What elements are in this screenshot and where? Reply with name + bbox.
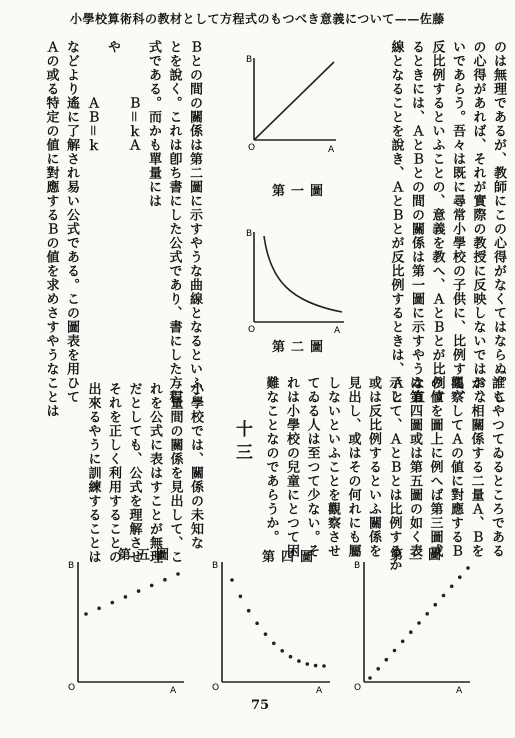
fig2-origin-label: O (248, 325, 256, 335)
fig4-y-label: B (212, 561, 219, 571)
fig3-x-label: A (456, 686, 463, 696)
scatter-dot (466, 566, 470, 570)
scatter-dot (111, 601, 115, 605)
scatter-dot (255, 622, 259, 626)
fig5-x-label: A (170, 686, 177, 696)
scatter-dot (393, 649, 397, 653)
fig4-origin-label: O (212, 683, 220, 693)
figure-1-direct-proportion (238, 44, 350, 154)
fig1-origin-label: O (248, 143, 256, 153)
fig2-x-label: A (334, 326, 341, 336)
fig5-y-label: B (68, 561, 75, 571)
figure-3-scatter (348, 556, 478, 696)
figure-5-scatter (62, 556, 192, 696)
scatter-dot (425, 612, 429, 616)
scatter-dot (458, 575, 462, 579)
fig1-caption: 第一圖 (272, 184, 330, 199)
scatter-dot (97, 607, 101, 611)
figure-4-scatter (206, 556, 336, 696)
fig3-origin-label: O (354, 683, 362, 693)
scatter-dot (368, 676, 372, 680)
text-column-lower-right: 誰もやつてゐるところである が、相關係する二量Ａ、Ｂを 觀察してＡの値に對應するＢ の値を圖上に例へば第三圖或 は第四圖或は第五圖の如く表 示して、ＡとＢとは比例するか 或は反比例するといふ關係を 見出し、或はその何れにも屬 しないといふことを觀察させ てゐる人は至つて少ない。そ れは小學校の兒童にとつて困 難なことなのであらうか。 (263, 376, 504, 572)
running-header: 小學校算術科の教材として方程式のもつべき意義について——佐藤 (70, 12, 445, 26)
scatter-dot (137, 589, 141, 593)
text-column-upper-right: のは無理であるが、教師にこの心得がなくてはならぬ。こ の心得があれば、それが實際の教授に反映しないではおな いであらう。吾々は既に尋常小學校の子供に、比例する、 反比例するといふことの、意義を教へ、ＡとＢとが比例す るときには、ＡとＢとの間の關係は第一圖に示すやうな直 線となることを說き、ＡとＢとが反比例するときは、Ａと (388, 40, 506, 404)
fig5-origin-label: O (68, 683, 76, 693)
scatter-dot (230, 578, 234, 582)
scatter-dot (163, 578, 167, 582)
fig4-caption: 第四圖 (262, 550, 320, 565)
page-number: 75 (250, 698, 270, 713)
scatter-dot (272, 642, 276, 646)
scatter-dot (385, 658, 389, 662)
scatter-dot (314, 664, 318, 668)
scatter-dot (401, 640, 405, 644)
scatter-dot (322, 664, 326, 668)
scatter-dot (124, 595, 128, 599)
scatter-dot (150, 584, 154, 588)
fig3-y-label: B (354, 561, 361, 571)
scatter-dot (450, 585, 454, 589)
figure-2-inverse-proportion (238, 222, 354, 334)
text-column-upper-left: Ｂとの間の關係は第二圖に示すやうな曲線となるといふこ とを說く。これは卽ち書にした公式であり、書にした方程 式である。而かも單量には Ｂ＝ｋＡ や ＡＢ＝ｋ などより遙に了解され易い公式である。この圖表を用ひて Ａの或る特定の値に對應するＢの値を求めさすやうなことは (43, 40, 202, 418)
fig3-caption: 第三圖 (390, 548, 448, 563)
scatter-dot (417, 621, 421, 625)
scatter-dot (297, 659, 301, 663)
fig1-x-label: A (328, 145, 335, 155)
fig2-caption: 第二圖 (272, 340, 330, 355)
scatter-dot (306, 662, 310, 666)
fig4-x-label: A (316, 686, 323, 696)
scatter-dot (247, 609, 251, 613)
text-column-lower-left: 小學校では、關係の未知な 二量間の關係を見出して、こ れを公式に表はすことが無理 だとしても、公式を理解させ それを正しく利用することの 出來るやうに訓練することは (85, 382, 203, 564)
scatter-dot (84, 612, 88, 616)
scatter-dot (289, 655, 293, 659)
scatter-dot (280, 649, 284, 653)
scatter-dot (442, 594, 446, 598)
fig1-y-label: B (246, 55, 253, 65)
scatter-dot (434, 603, 438, 607)
section-heading: 十三 (232, 420, 252, 466)
scatter-dot (176, 572, 180, 576)
scatter-dot (376, 667, 380, 671)
scatter-dot (409, 630, 413, 634)
scatter-dot (239, 595, 243, 599)
scatter-dot (264, 632, 268, 636)
fig5-caption: 第五圖 (118, 548, 176, 563)
fig2-y-label: B (246, 229, 253, 239)
